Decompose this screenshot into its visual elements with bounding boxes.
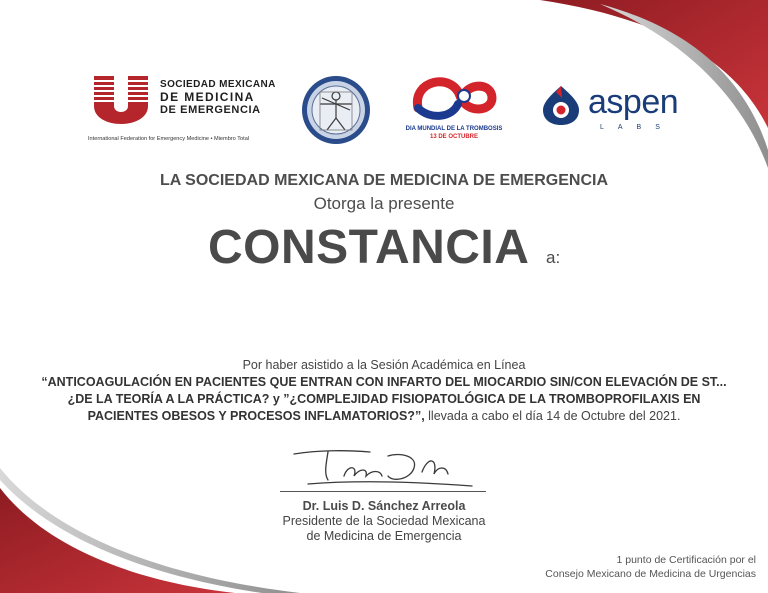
trombosis-logo-line2: 13 DE OCTUBRE bbox=[429, 134, 478, 140]
handwritten-signature bbox=[288, 446, 474, 492]
signatory-role bbox=[0, 514, 768, 544]
sme-logo bbox=[86, 70, 276, 150]
certification-note-line2: Consejo Mexicano de Medicina de Urgencias bbox=[545, 568, 756, 580]
signature-line bbox=[280, 491, 486, 492]
certification-note-line1: 1 punto de Certificación por el bbox=[616, 554, 756, 566]
sme-logo-line1: SOCIEDAD MEXICANA bbox=[160, 79, 276, 90]
certification-note bbox=[545, 553, 756, 581]
sme-logo-line3: DE EMERGENCIA bbox=[160, 104, 261, 116]
sme-logo-line2: DE MEDICINA bbox=[160, 90, 255, 104]
session-title: “ANTICOAGULACIÓN EN PACIENTES QUE ENTRAN CON INFARTO DEL MIOCARDIO SIN/CON ELEVACIÓN DE ST... ¿DE LA TEORÍA A LA PRÁCTICA? y ”¿COMPLEJIDAD FISIOPATOLÓGICA DE LA TROMBOPROFILAXIS EN PACIENTES OBESOS Y PROCESOS INFLAMATORIOS?”, bbox=[41, 375, 727, 423]
signatory-role-line2: de Medicina de Emergencia bbox=[306, 529, 462, 543]
certificate-subtitle: Otorga la presente bbox=[313, 194, 455, 213]
certificate-title: CONSTANCIA bbox=[208, 221, 530, 274]
aspen-logo-name: aspen bbox=[588, 83, 679, 121]
trombosis-ribbon-icon bbox=[408, 74, 500, 126]
session-date: llevada a cabo el día 14 de Octubre del 2021. bbox=[428, 409, 681, 423]
certificate-body bbox=[40, 357, 728, 425]
aspen-logo-tagline: LABS bbox=[600, 124, 674, 131]
aspen-labs-logo bbox=[540, 82, 690, 136]
trombosis-logo-line1: DIA MUNDIAL DE LA TROMBOSIS bbox=[405, 126, 503, 132]
body-intro: Por haber asistido a la Sesión Académica en Línea bbox=[242, 358, 526, 372]
trombosis-day-logo bbox=[396, 74, 512, 144]
aspen-drop-icon bbox=[540, 84, 582, 126]
sme-u-emblem-icon bbox=[90, 72, 152, 128]
sme-logo-footnote: International Federation for Emergency Medicine • Miembro Total bbox=[88, 136, 250, 142]
body-session bbox=[40, 374, 728, 425]
signatory-name: Dr. Luis D. Sánchez Arreola bbox=[302, 499, 466, 513]
organization-heading: LA SOCIEDAD MEXICANA DE MEDICINA DE EMERGENCIA bbox=[159, 172, 609, 189]
vitruvian-seal-logo bbox=[300, 74, 372, 146]
certificate-title-suffix: a: bbox=[546, 248, 561, 267]
sme-logo-text bbox=[160, 78, 276, 117]
signatory-role-line1: Presidente de la Sociedad Mexicana bbox=[282, 514, 486, 528]
